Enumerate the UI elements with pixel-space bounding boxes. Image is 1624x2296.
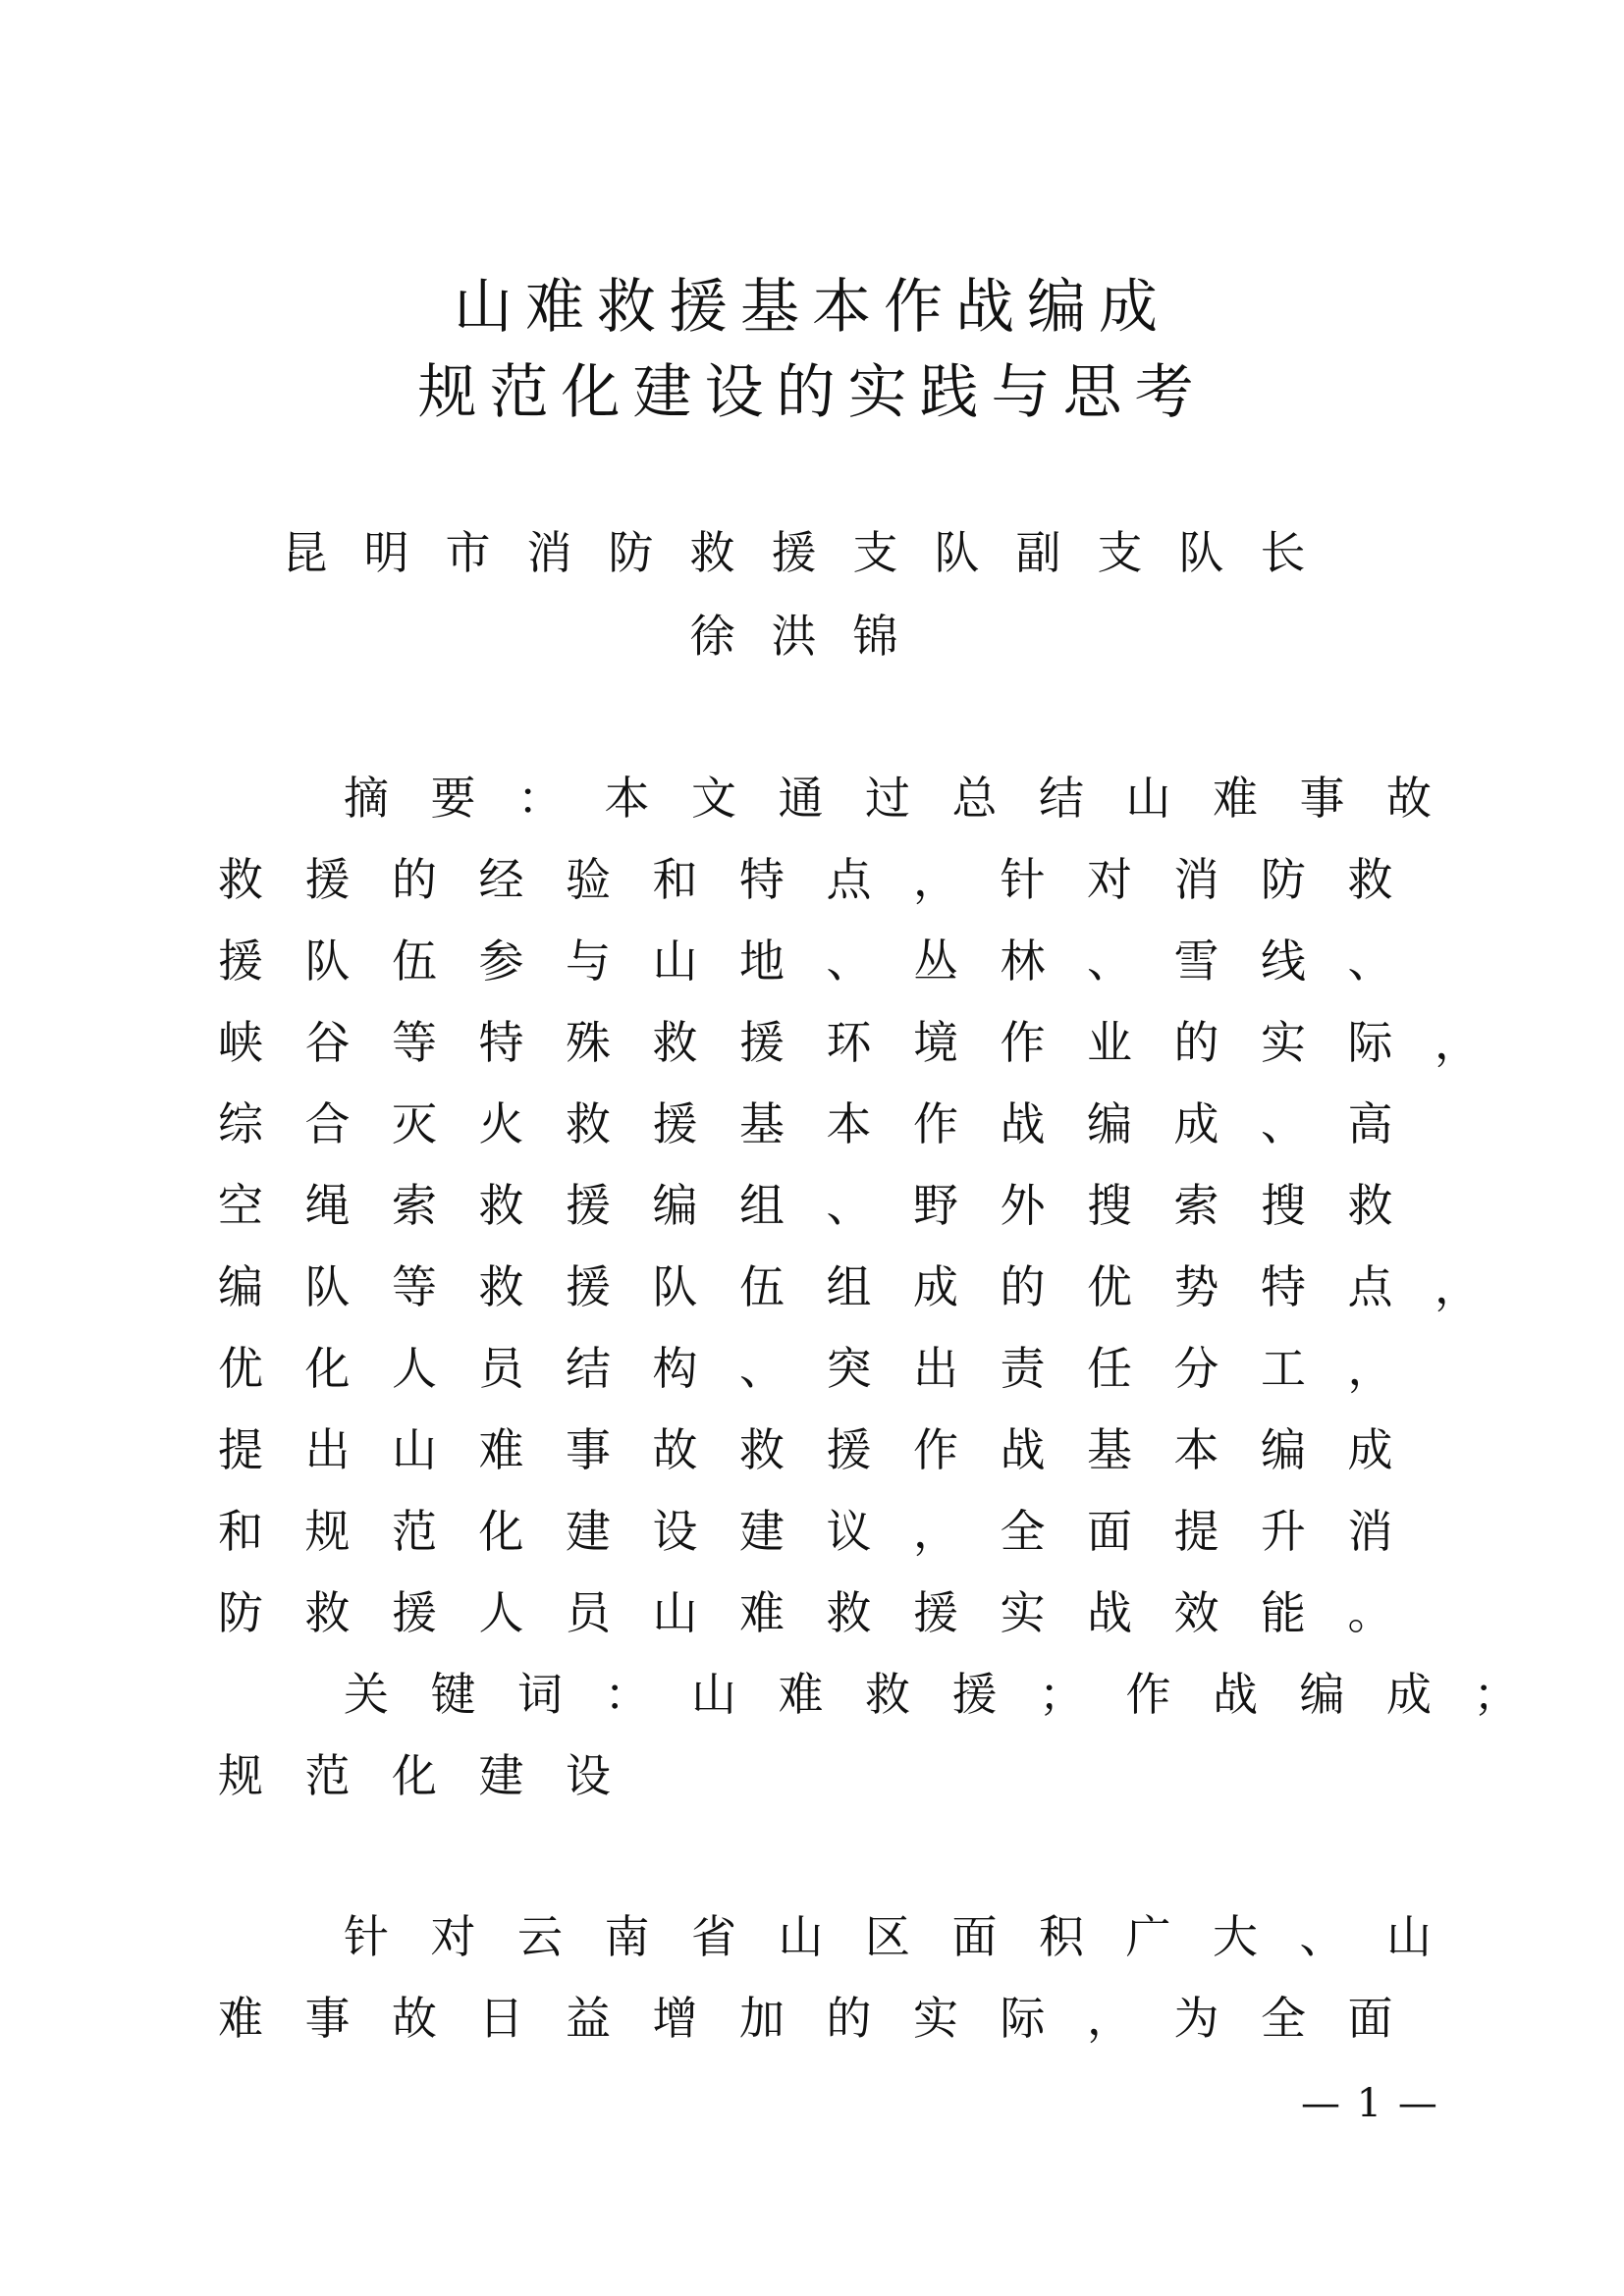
abstract-line: 防救援人员山难救援实战效能。 (218, 1586, 1435, 1639)
abstract-line: 空绳索救援编组、野外搜索搜救 (218, 1179, 1435, 1232)
page-number: — 1 — (1301, 2081, 1439, 2126)
keywords-line-1: 关键词：山难救援；作战编成； (344, 1668, 1560, 1721)
title-line-2: 规范化建设的实践与思考 (417, 358, 1207, 427)
abstract-line: 提出山难事故救援作战基本编成 (218, 1423, 1435, 1476)
abstract-line: 救援的经验和特点，针对消防救 (218, 853, 1435, 906)
abstract-line: 和规范化建设建议，全面提升消 (218, 1505, 1435, 1558)
abstract-line: 摘要：本文通过总结山难事故 (344, 772, 1474, 825)
body-paragraph-line: 针对云南省山区面积广大、山 (344, 1910, 1474, 1963)
author-name: 徐洪锦 (689, 610, 935, 663)
abstract-line: 编队等救援队伍组成的优势特点， (218, 1260, 1522, 1313)
abstract-line: 峡谷等特殊救援环境作业的实际， (218, 1016, 1522, 1069)
abstract-line: 优化人员结构、突出责任分工， (218, 1342, 1435, 1395)
body-paragraph-line: 难事故日益增加的实际，为全面 (218, 1992, 1435, 2045)
abstract-line: 综合灭火救援基本作战编成、高 (218, 1097, 1435, 1150)
abstract-line: 援队伍参与山地、丛林、雪线、 (218, 934, 1435, 988)
author-position: 昆明市消防救援支队副支队长 (282, 526, 1342, 579)
keywords-line-2: 规范化建设 (218, 1749, 653, 1802)
title-line-1: 山难救援基本作战编成 (454, 273, 1170, 342)
